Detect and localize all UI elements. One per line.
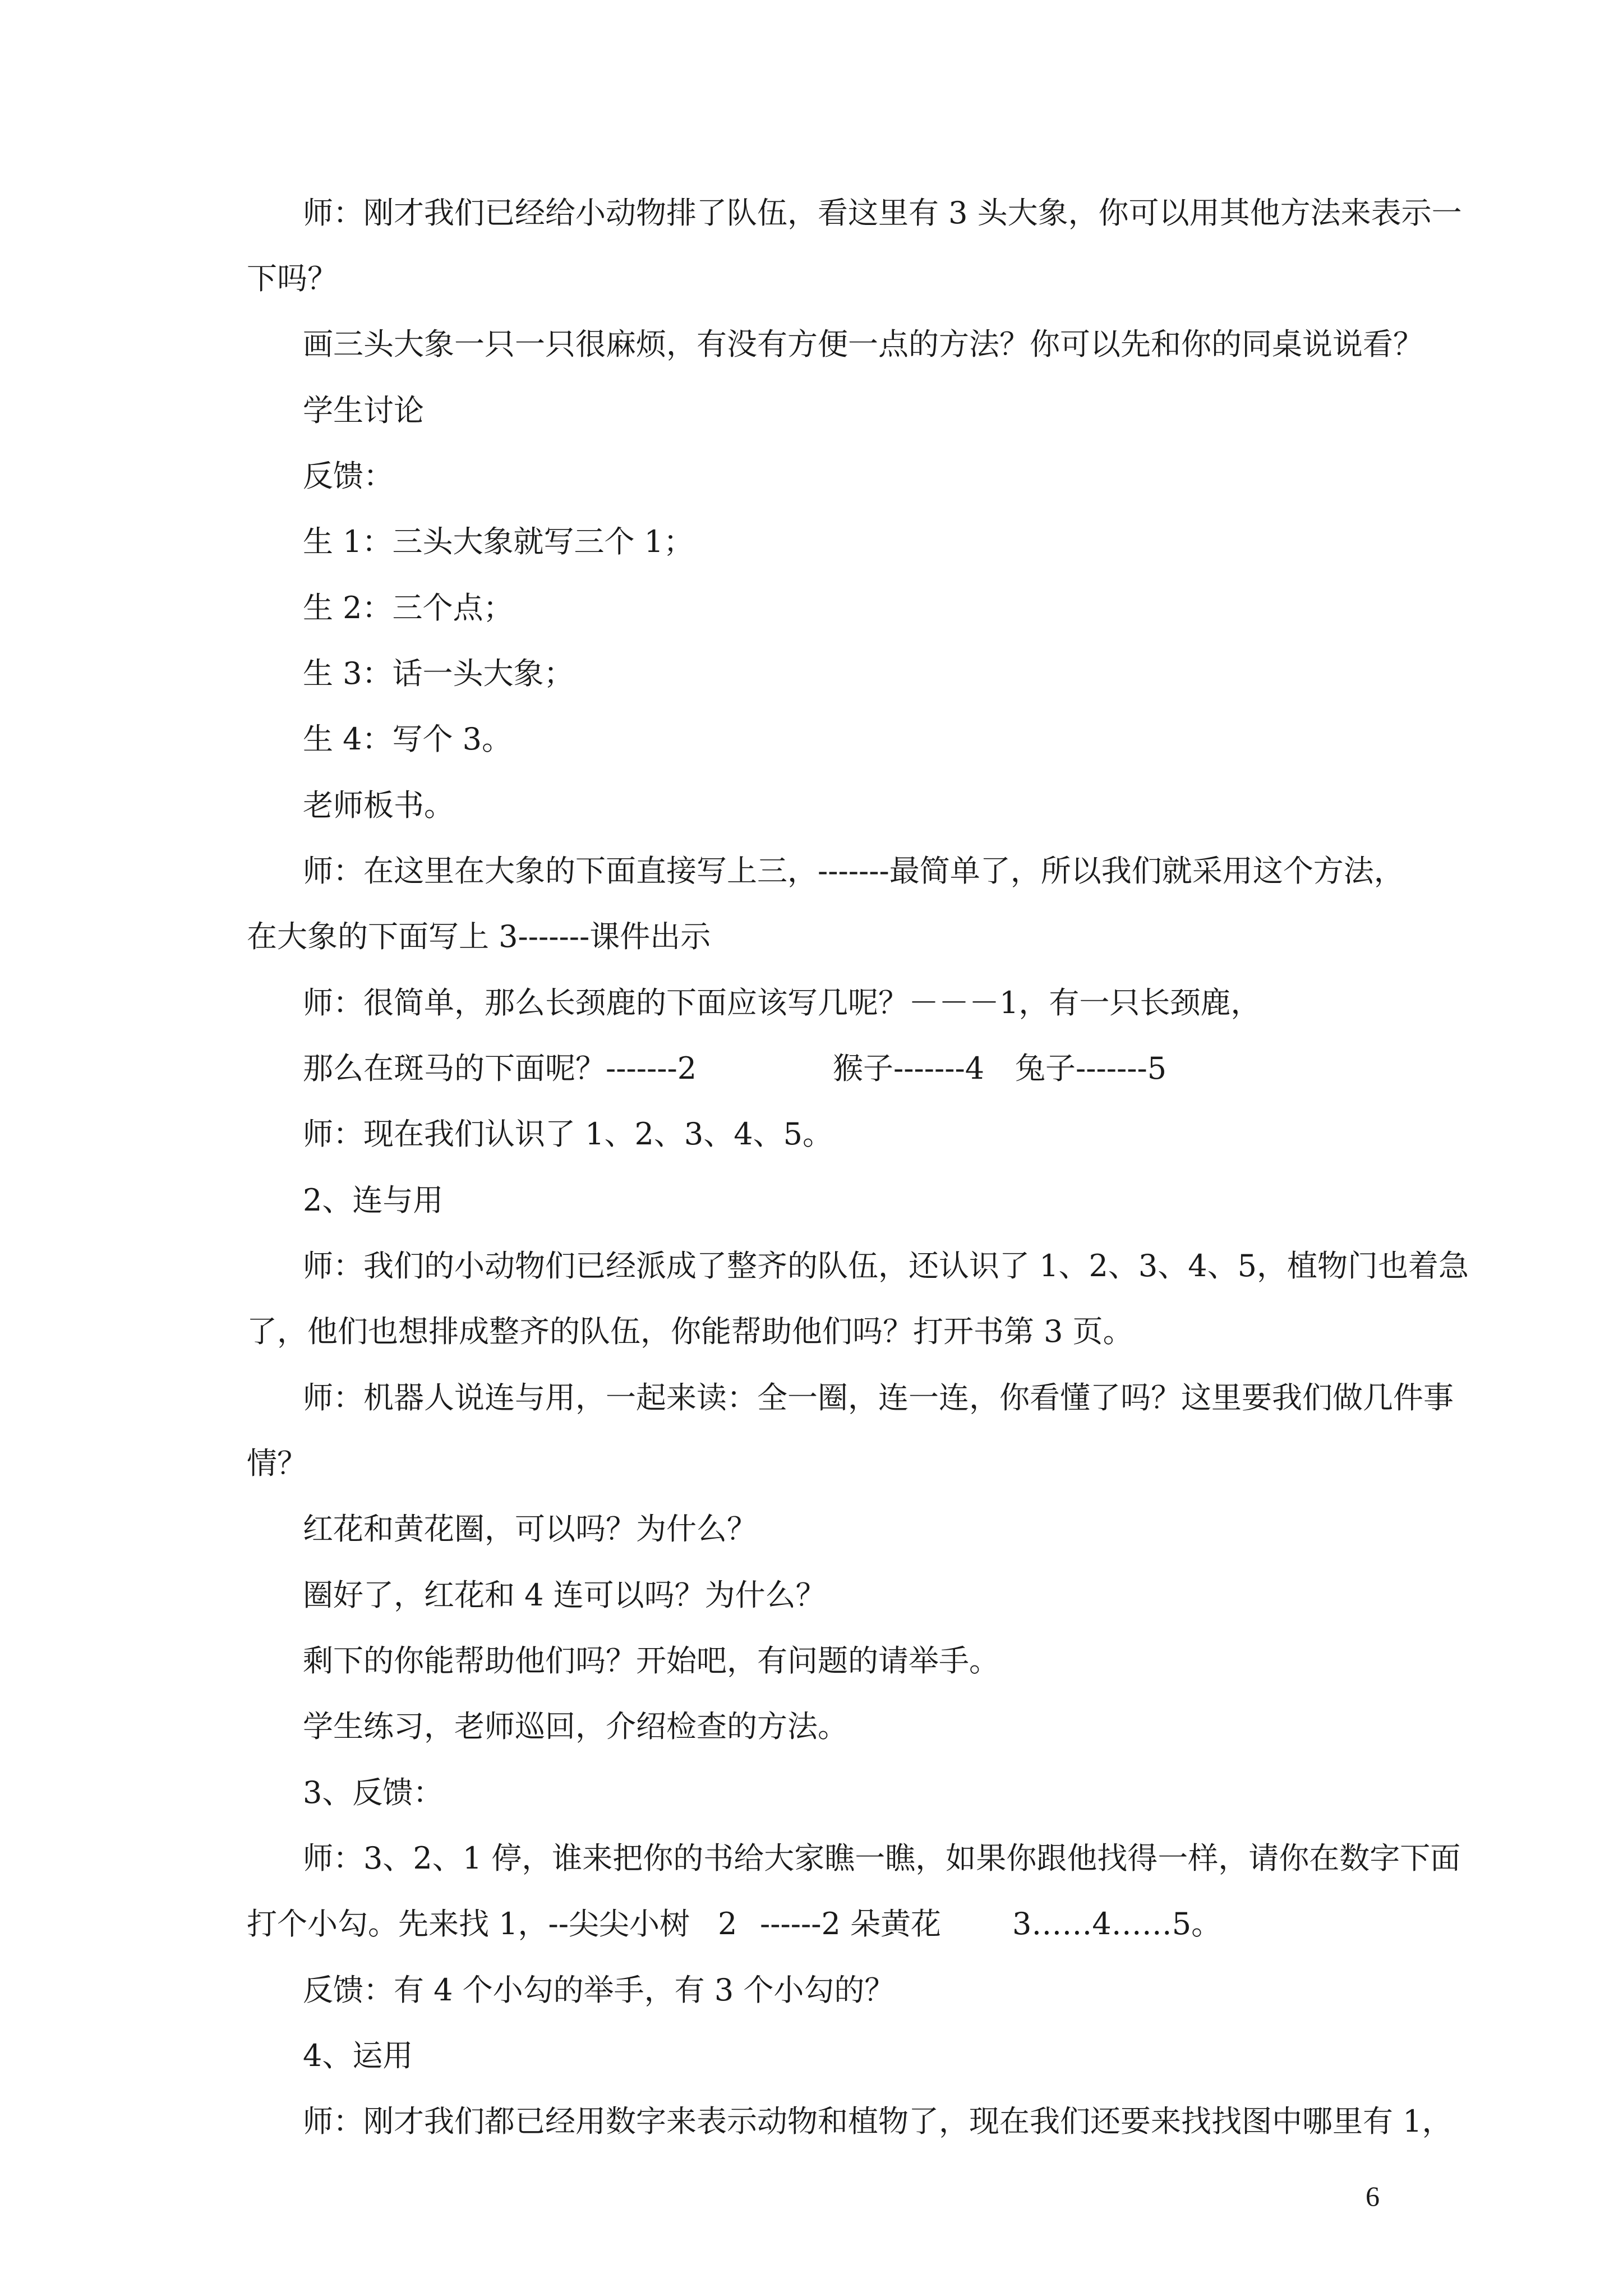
- text-line-11: 师：在这里在大象的下面直接写上三，-------最简单了，所以我们就采用这个方法，: [303, 853, 1404, 889]
- page-number: 6: [1366, 2180, 1380, 2212]
- text-line-27-part-4: 3……4……5。: [1012, 1906, 1222, 1941]
- text-line-7: 生 2：三个点；: [303, 590, 514, 625]
- text-line-13: 师：很简单，那么长颈鹿的下面应该写几呢？－－－1，有一只长颈鹿，: [303, 985, 1261, 1020]
- text-line-20: 情？: [247, 1446, 307, 1481]
- text-line-5: 反馈：: [303, 458, 394, 494]
- text-line-28: 反馈：有 4 个小勾的举手，有 3 个小勾的？: [303, 1972, 895, 2008]
- text-line-3: 画三头大象一只一只很麻烦，有没有方便一点的方法？你可以先和你的同桌说说看？: [303, 326, 1423, 362]
- text-line-26: 师：3、2、1 停，谁来把你的书给大家瞧一瞧，如果你跟他找得一样，请你在数字下面: [303, 1841, 1461, 1876]
- text-line-10: 老师板书。: [303, 788, 454, 823]
- text-line-21: 红花和黄花圈，可以吗？为什么？: [303, 1511, 757, 1547]
- text-line-27-part-3: ------2 朵黄花: [760, 1906, 941, 1941]
- text-line-27-part-1: 打个小勾。先来找 1，--尖尖小树: [247, 1906, 690, 1941]
- text-line-23: 剩下的你能帮助他们吗？开始吧，有问题的请举手。: [303, 1643, 999, 1678]
- text-line-2: 下吗？: [247, 261, 338, 296]
- text-line-14-part-2: 猴子-------4: [833, 1051, 985, 1086]
- text-line-6: 生 1：三头大象就写三个 1；: [303, 524, 694, 559]
- text-line-27-part-2: 2: [718, 1906, 737, 1941]
- text-line-9: 生 4：写个 3。: [303, 721, 513, 757]
- text-line-18: 了，他们也想排成整齐的队伍，你能帮助他们吗？打开书第 3 页。: [247, 1314, 1133, 1349]
- text-line-4: 学生讨论: [303, 393, 424, 428]
- text-line-30: 师：刚才我们都已经用数字来表示动物和植物了，现在我们还要来找找图中哪里有 1，: [303, 2104, 1453, 2139]
- text-line-1: 师：刚才我们已经给小动物排了队伍，看这里有 3 头大象，你可以用其他方法来表示一: [303, 195, 1462, 231]
- text-line-19: 师：机器人说连与用，一起来读：全一圈，连一连，你看懂了吗？这里要我们做几件事: [303, 1380, 1454, 1415]
- text-line-25: 3、反馈：: [303, 1775, 444, 1810]
- text-line-22: 圈好了，红花和 4 连可以吗？为什么？: [303, 1577, 826, 1613]
- text-line-15: 师：现在我们认识了 1、2、3、4、5。: [303, 1116, 833, 1152]
- text-line-17: 师：我们的小动物们已经派成了整齐的队伍，还认识了 1、2、3、4、5，植物门也着急: [303, 1248, 1469, 1283]
- text-line-29: 4、运用: [303, 2038, 413, 2073]
- text-line-12: 在大象的下面写上 3-------课件出示: [247, 919, 711, 954]
- text-line-14-part-3: 兔子-------5: [1015, 1051, 1167, 1086]
- text-line-24: 学生练习，老师巡回，介绍检查的方法。: [303, 1709, 848, 1744]
- text-line-14-part-1: 那么在斑马的下面呢？-------2: [303, 1051, 697, 1086]
- text-line-16: 2、连与用: [303, 1182, 444, 1218]
- text-line-8: 生 3：话一头大象；: [303, 656, 574, 691]
